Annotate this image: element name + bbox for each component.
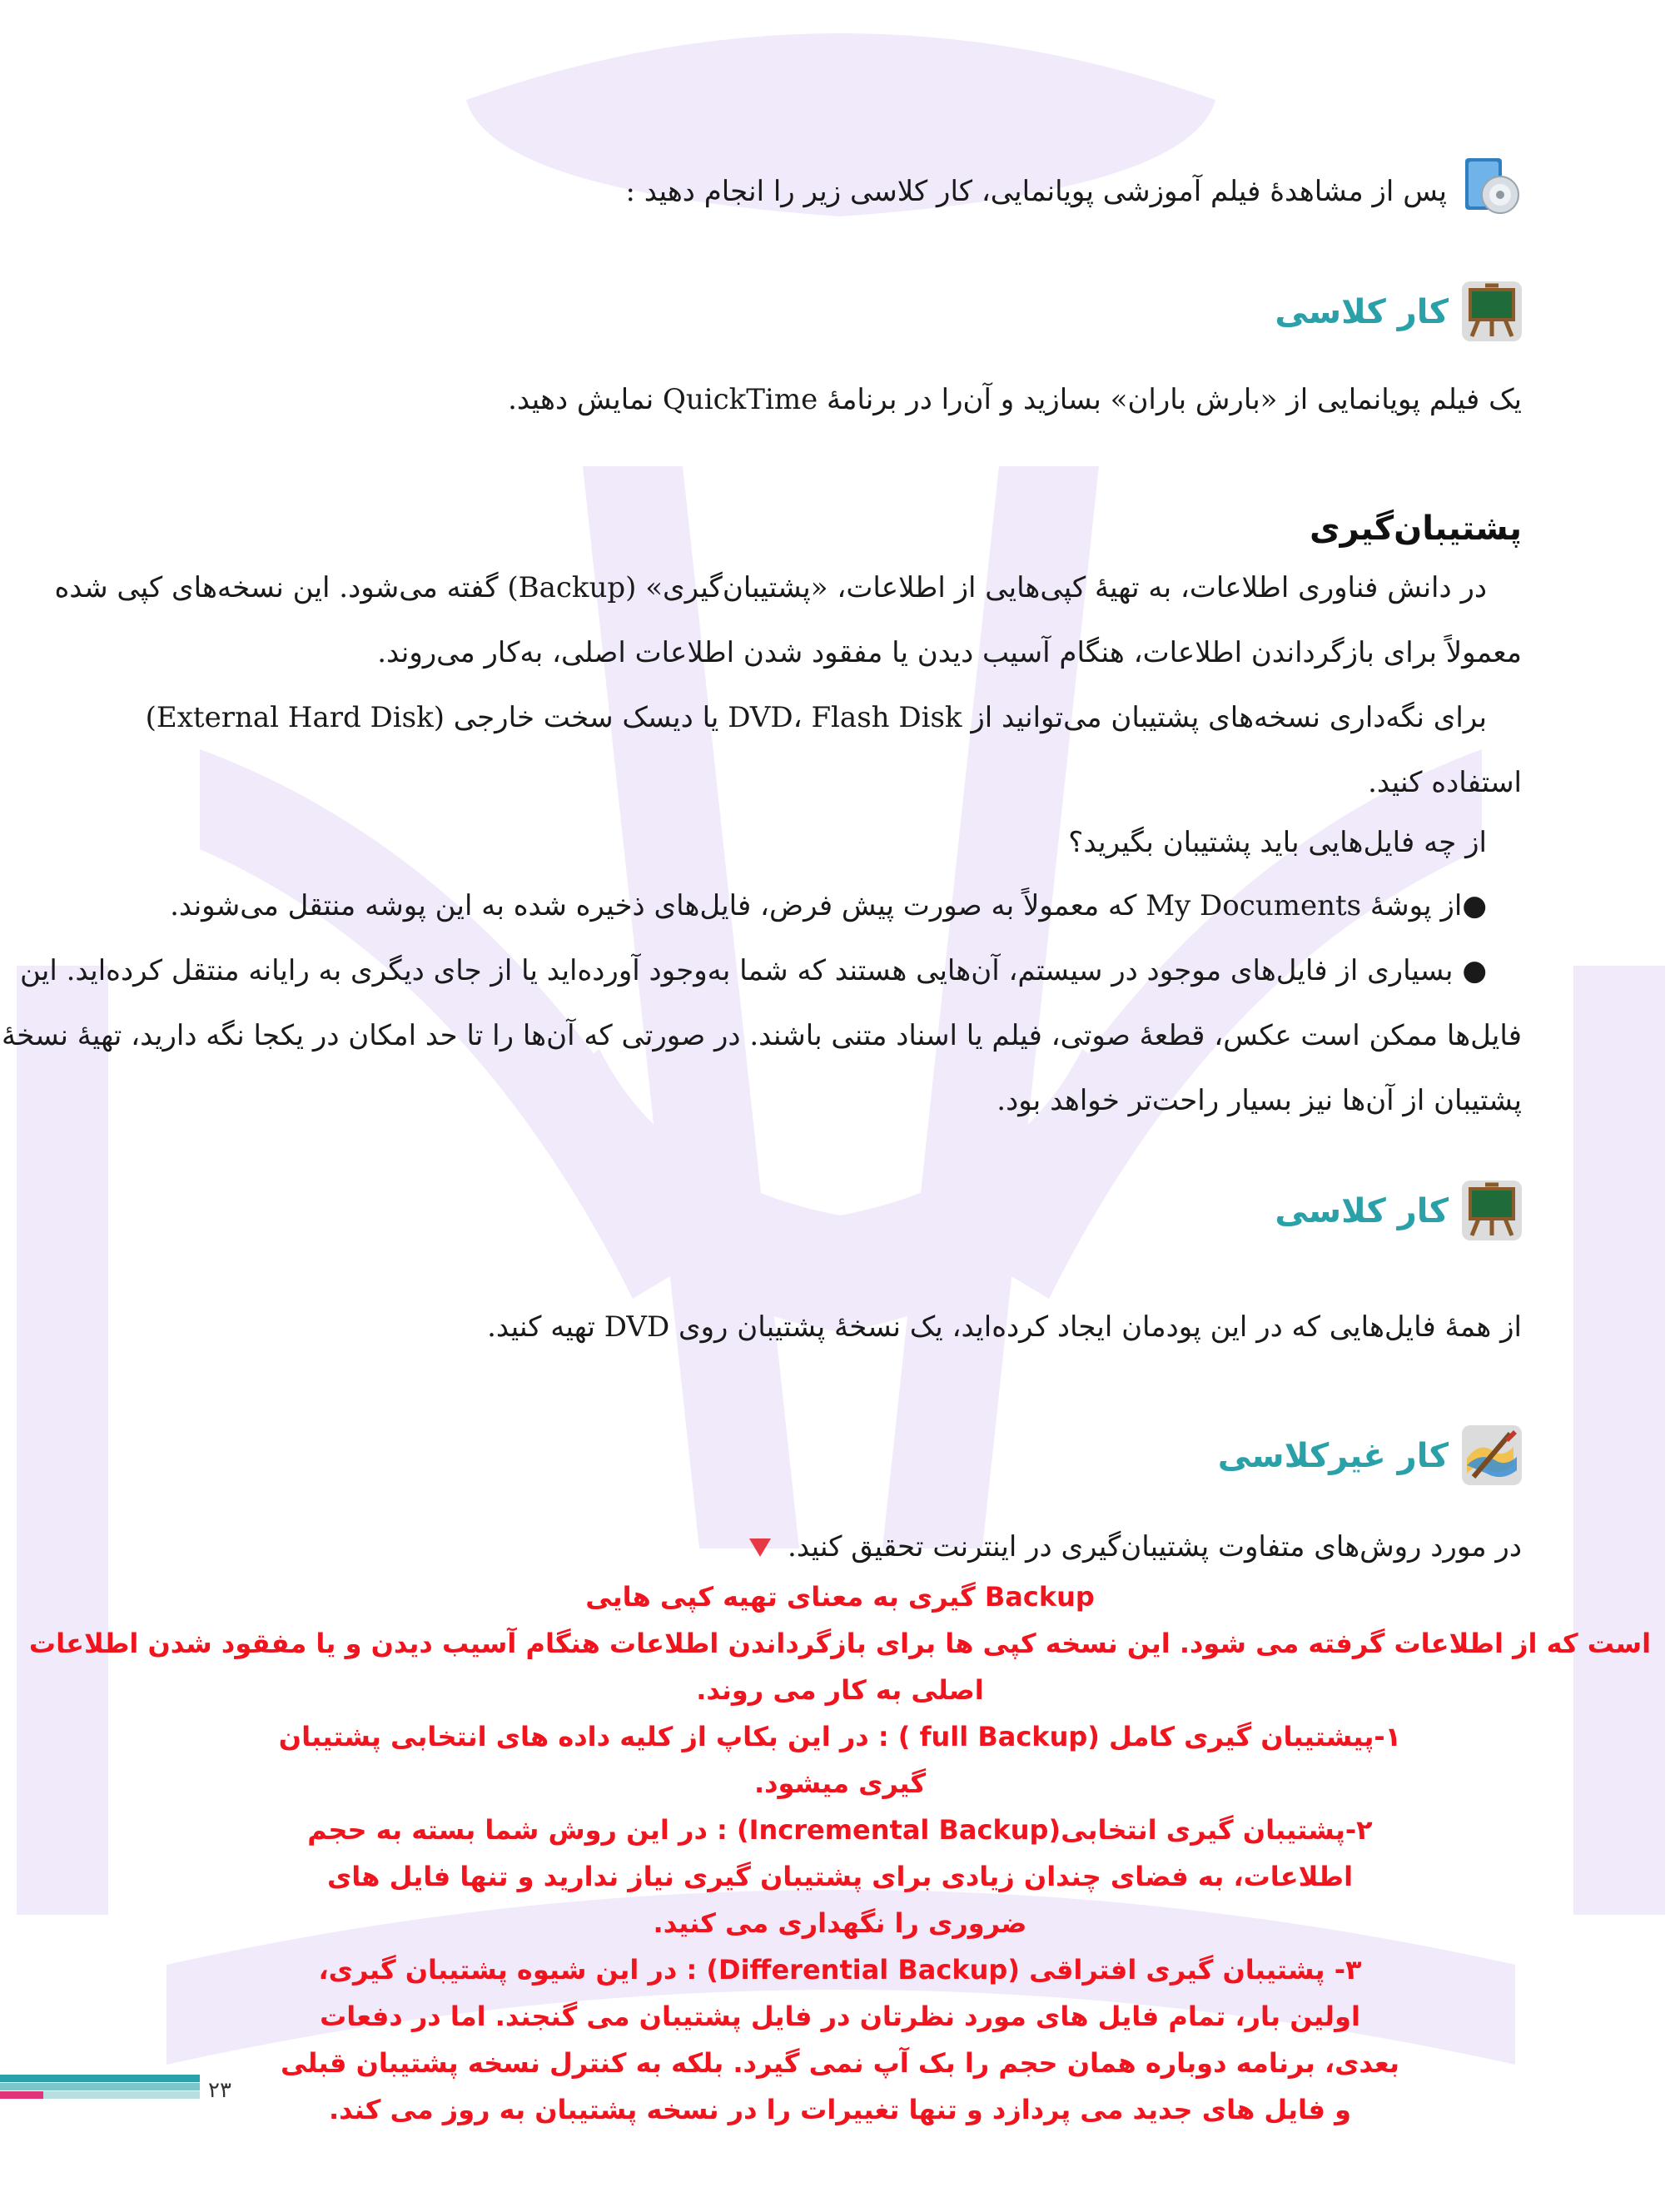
intro-text: پس از مشاهدهٔ فیلم آموزشی پویانمایی، کار کلاسی زیر را انجام دهید : [625, 175, 1447, 208]
answer-line: و فایل های جدید می پردازد و تنها تغییرات را در نسخه پشتیبان به روز می کند. [329, 2094, 1351, 2125]
paragraph-line: فایل‌ها ممکن است عکس، قطعهٔ صوتی، فیلم یا اسناد متنی باشند. در صورتی که آن‌ها را تا حد امکان در یکجا نگه دارید، تهیهٔ نسخهٔ [1, 1019, 1522, 1052]
class-work-text-2: از همهٔ فایل‌هایی که در این پودمان ایجاد کرده‌اید، یک نسخهٔ پشتیبان روی DVD تهیه کنید. [487, 1310, 1522, 1344]
answer-line: اصلی به کار می روند. [696, 1674, 984, 1706]
triangle-marker-icon [748, 1537, 773, 1558]
answer-line: است که از اطلاعات گرفته می شود. این نسخه کپی ها برای بازگرداندن اطلاعات هنگام آسیب دیدن و یا مفقود شدن اطلاعات [28, 1628, 1652, 1659]
answer-line: ۲-پشتیبان گیری انتخابی(Incremental Backup) : در این روش شما بسته به حجم [307, 1814, 1373, 1846]
bullet-item: ●از پوشهٔ My Documents که معمولاً به صورت پیش فرض، فایل‌های ذخیره شده به این پوشه منتقل می‌شوند. [170, 889, 1487, 922]
class-work-title-2: کار کلاسی [1275, 1192, 1449, 1230]
answer-line: گیری میشود. [753, 1767, 927, 1799]
easel-icon [1462, 1181, 1522, 1240]
paragraph-line: برای نگه‌داری نسخه‌های پشتیبان می‌توانید از DVD، Flash Disk یا دیسک سخت خارجی (External Hard Disk) [145, 701, 1487, 734]
paragraph-line: استفاده کنید. [1368, 766, 1522, 799]
cd-icon [1462, 157, 1522, 216]
bullet-item: ● بسیاری از فایل‌های موجود در سیستم، آن‌هایی هستند که شما به‌وجود آورده‌اید یا از جای دیگری به رایانه منتقل کرده‌اید. این [20, 954, 1487, 987]
class-work-title-1: کار کلاسی [1275, 293, 1449, 331]
homework-text: در مورد روش‌های متفاوت پشتیبان‌گیری در اینترنت تحقیق کنید. [788, 1530, 1522, 1563]
page-number: ۲۳ [208, 2078, 231, 2103]
class-work-text-1: یک فیلم پویانمایی از «بارش باران» بسازید و آن‌را در برنامهٔ QuickTime نمایش دهید. [508, 383, 1522, 416]
answer-line: Backup گیری به معنای تهیه کپی هایی [585, 1581, 1095, 1613]
answer-line: ۱-پیشتیبان گیری کامل (full Backup ) : در این بکاپ از کلیه داده های انتخابی پشتیبان [278, 1721, 1402, 1752]
homework-title: کار غیرکلاسی [1217, 1437, 1449, 1475]
question-line: از چه فایل‌هایی باید پشتیبان بگیرید؟ [1068, 826, 1487, 859]
answer-line: اطلاعات، به فضای چندان زیادی برای پشتیبان گیری نیاز ندارید و تنها فایل های [326, 1861, 1354, 1892]
paragraph-line: پشتیبان از آن‌ها نیز بسیار راحت‌تر خواهد بود. [997, 1084, 1522, 1117]
paintbrush-icon [1462, 1425, 1522, 1485]
paragraph-line: در دانش فناوری اطلاعات، به تهیهٔ کپی‌هایی از اطلاعات، «پشتیبان‌گیری» (Backup) گفته می‌شود. این نسخه‌های کپی شده [54, 571, 1487, 604]
paragraph-line: معمولاً برای بازگرداندن اطلاعات، هنگام آسیب دیدن یا مفقود شدن اطلاعات اصلی، به‌کار می‌روند. [377, 636, 1522, 669]
section-heading-backup: پشتیبان‌گیری [1310, 510, 1522, 548]
answer-line: ضروری را نگهداری می کنید. [653, 1907, 1027, 1939]
answer-block [0, 1573, 1680, 2133]
answer-line: ۳- پشتیبان گیری افتراقی (Differential Backup) : در این شیوه پشتیبان گیری، [318, 1954, 1362, 1986]
footer-color-bars [0, 2075, 200, 2100]
answer-line: بعدی، برنامه دوباره همان حجم را بک آپ نمی گیرد. بلکه به کنترل نسخه پشتیبان قبلی [281, 2047, 1399, 2079]
answer-line: اولین بار، تمام فایل های مورد نظرتان در فایل پشتیبان می گنجند. اما در دفعات [320, 2001, 1360, 2032]
easel-icon [1462, 281, 1522, 341]
